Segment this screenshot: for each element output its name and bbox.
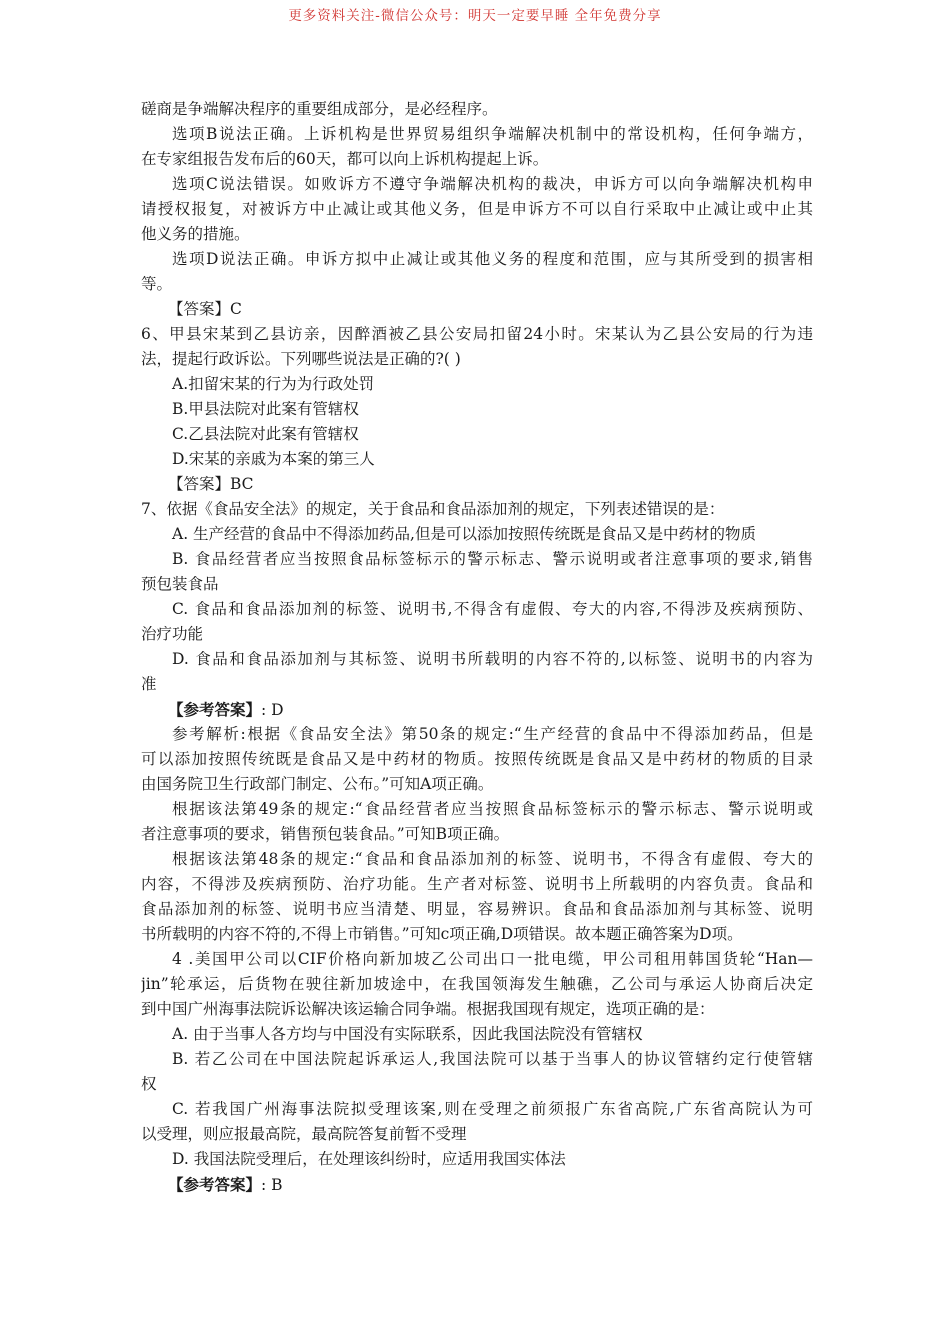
text-line: 内容，不得涉及疾病预防、治疗功能。生产者对标签、说明书上所载明的内容负责。食品和 <box>141 875 813 893</box>
text-line: 者注意事项的要求，销售预包装食品。”可知B项正确。 <box>141 825 510 843</box>
text-line: 到中国广州海事法院诉讼解决该运输合同争端。根据我国现有规定，选项正确的是： <box>141 1000 715 1018</box>
text-line: 根据该法第49条的规定:“食品经营者应当按照食品标签标示的警示标志、警示说明或 <box>172 800 813 818</box>
text-line: 以受理，则应报最高院，最高院答复前暂不受理 <box>141 1125 467 1143</box>
text-line: 【参考答案】: D <box>168 700 284 719</box>
text-line: C.乙县法院对此案有管辖权 <box>172 425 359 443</box>
text-line: 根据该法第48条的规定:“食品和食品添加剂的标签、说明书，不得含有虚假、夸大的 <box>172 850 813 868</box>
text-line: 7、依据《食品安全法》的规定，关于食品和食品添加剂的规定，下列表述错误的是： <box>141 500 725 518</box>
text-line: B.甲县法院对此案有管辖权 <box>172 400 359 418</box>
text-line: 权 <box>141 1075 157 1093</box>
text-line: 请授权报复，对被诉方中止减让或其他义务，但是申诉方不可以自行采取中止减让或中止其 <box>141 200 813 218</box>
text-line: D. 食品和食品添加剂与其标签、说明书所载明的内容不符的,以标签、说明书的内容为 <box>172 650 813 668</box>
text-line: B. 食品经营者应当按照食品标签标示的警示标志、警示说明或者注意事项的要求,销售 <box>172 550 813 568</box>
text-line: 预包装食品 <box>141 575 219 593</box>
text-line: 等。 <box>141 275 173 293</box>
text-line: A.扣留宋某的行为为行政处罚 <box>172 375 375 393</box>
text-line: 【答案】BC <box>168 475 254 493</box>
text-line: 选项D说法正确。申诉方拟中止减让或其他义务的程度和范围，应与其所受到的损害相 <box>172 250 813 268</box>
text-line: 由国务院卫生行政部门制定、公布。”可知A项正确。 <box>141 775 494 793</box>
text-line: 6、甲县宋某到乙县访亲，因醉酒被乙县公安局扣留24小时。宋某认为乙县公安局的行为违 <box>141 325 813 343</box>
text-line: 可以添加按照传统既是食品又是中药材的物质。按照传统既是食品又是中药材的物质的目录 <box>141 750 813 768</box>
text-line: D. 我国法院受理后，在处理该纠纷时，应适用我国实体法 <box>172 1150 566 1168</box>
answer-label: 【参考答案】 <box>168 700 262 719</box>
text-line: 在专家组报告发布后的60天，都可以向上诉机构提起上诉。 <box>141 150 549 168</box>
page-header-banner: 更多资料关注-微信公众号：明天一定要早睡 全年免费分享 <box>288 8 662 24</box>
text-line: B. 若乙公司在中国法院起诉承运人,我国法院可以基于当事人的协议管辖约定行使管辖 <box>172 1050 813 1068</box>
text-line: C. 食品和食品添加剂的标签、说明书,不得含有虚假、夸大的内容,不得涉及疾病预防、 <box>172 600 813 618</box>
text-line: A. 生产经营的食品中不得添加药品,但是可以添加按照传统既是食品又是中药材的物质 <box>172 525 756 543</box>
text-line: 选项B说法正确。上诉机构是世界贸易组织争端解决机制中的常设机构，任何争端方， <box>172 125 813 143</box>
text-line: 法，提起行政诉讼。下列哪些说法是正确的?( ) <box>141 350 461 368</box>
text-line: 食品添加剂的标签、说明书应当清楚、明显，容易辨识。食品和食品添加剂与其标签、说明 <box>141 900 813 918</box>
document-body <box>141 97 813 1197</box>
answer-label: 【参考答案】 <box>168 1175 262 1194</box>
text-line: 选项C说法错误。如败诉方不遵守争端解决机构的裁决，申诉方可以向争端解决机构申 <box>172 175 813 193</box>
text-line: 4 .美国甲公司以CIF价格向新加坡乙公司出口一批电缆，甲公司租用韩国货轮“Han— <box>172 950 813 968</box>
text-line: C. 若我国广州海事法院拟受理该案,则在受理之前须报广东省高院,广东省高院认为可 <box>172 1100 813 1118</box>
text-line: jin”轮承运，后货物在驶往新加坡途中，在我国领海发生触礁，乙公司与承运人协商后决定 <box>141 975 813 993</box>
text-line: 他义务的措施。 <box>141 225 250 243</box>
text-line: 治疗功能 <box>141 625 204 643</box>
text-line: 书所载明的内容不符的,不得上市销售。”可知c项正确,D项错误。故本题正确答案为D项。 <box>141 925 743 943</box>
text-line: A. 由于当事人各方均与中国没有实际联系，因此我国法院没有管辖权 <box>172 1025 643 1043</box>
text-line: 【答案】C <box>168 300 242 318</box>
text-line: 磋商是争端解决程序的重要组成部分，是必经程序。 <box>141 100 498 118</box>
text-line: 【参考答案】: B <box>168 1175 283 1194</box>
text-line: 参考解析:根据《食品安全法》第50条的规定:“生产经营的食品中不得添加药品，但是 <box>172 725 813 743</box>
text-line: D.宋某的亲戚为本案的第三人 <box>172 450 375 468</box>
text-line: 准 <box>141 675 157 693</box>
